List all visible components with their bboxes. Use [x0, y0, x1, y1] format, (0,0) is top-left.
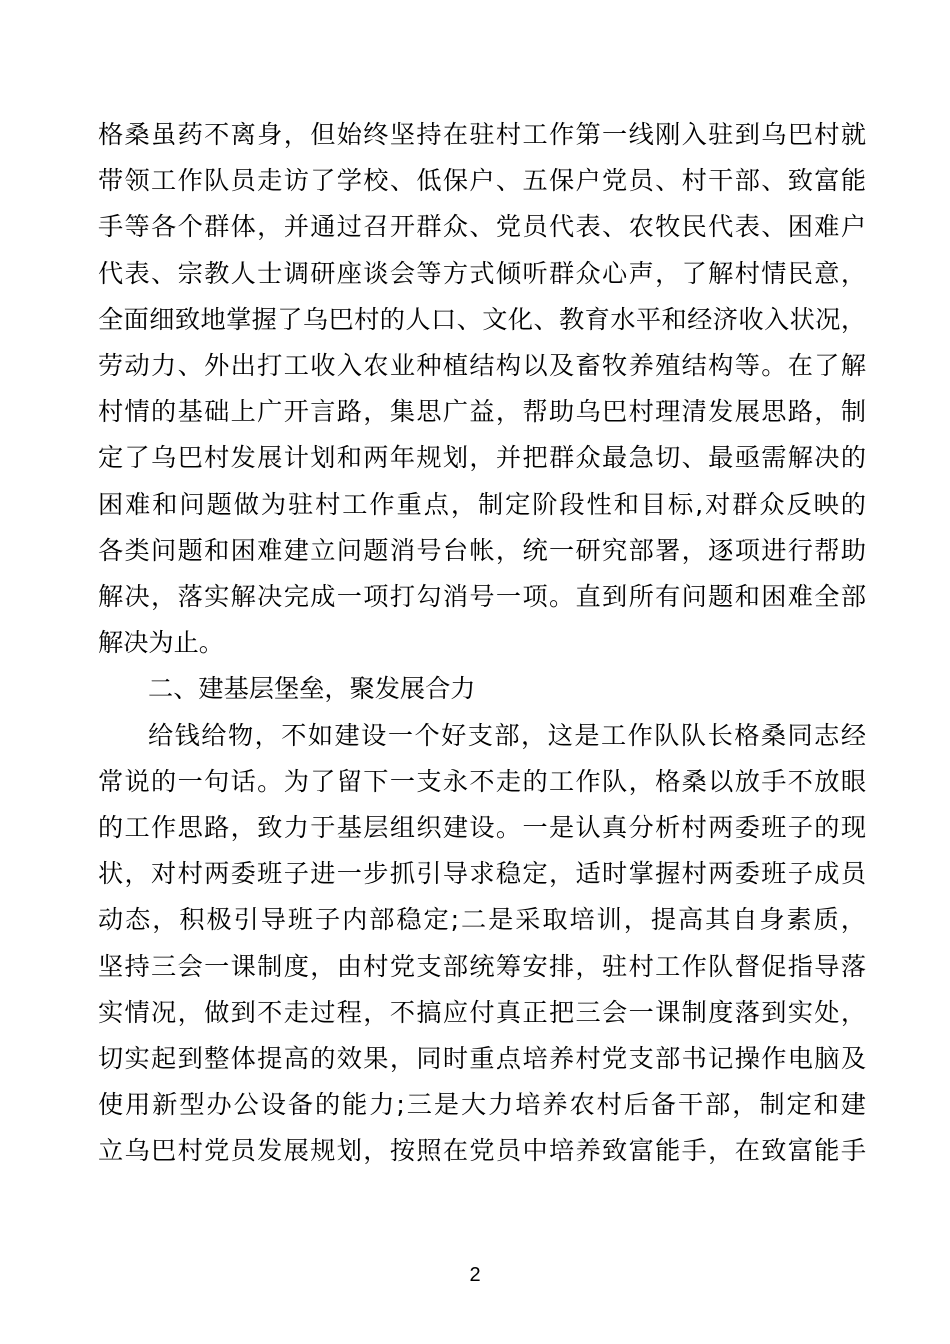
- text-line: 切实起到整体提高的效果，同时重点培养村党支部书记操作电脑及: [98, 1044, 866, 1074]
- page-number: 2: [469, 1264, 481, 1286]
- text-line: 困难和问题做为驻村工作重点，制定阶段性和目标,对群众反映的: [98, 489, 866, 519]
- text-line: 的工作思路，致力于基层组织建设。一是认真分析村两委班子的现: [98, 813, 866, 843]
- text-line: 各类问题和困难建立问题消号台帐，统一研究部署，逐项进行帮助: [98, 535, 866, 565]
- text-line: 全面细致地掌握了乌巴村的人口、文化、教育水平和经济收入状况，: [98, 304, 866, 334]
- text-line: 实情况，做到不走过程，不搞应付真正把三会一课制度落到实处，: [98, 997, 866, 1027]
- text-line: 代表、宗教人士调研座谈会等方式倾听群众心声，了解村情民意，: [98, 258, 866, 288]
- text-line: 带领工作队员走访了学校、低保户、五保户党员、村干部、致富能: [98, 166, 866, 196]
- text-line: 手等各个群体，并通过召开群众、党员代表、农牧民代表、困难户: [98, 212, 866, 242]
- section-heading: 二、建基层堡垒，聚发展合力: [148, 674, 476, 704]
- text-line: 状，对村两委班子进一步抓引导求稳定，适时掌握村两委班子成员: [98, 859, 866, 889]
- text-line: 解决为止。: [98, 628, 224, 658]
- text-line: 立乌巴村党员发展规划，按照在党员中培养致富能手，在致富能手: [98, 1136, 866, 1166]
- document-body: [98, 112, 866, 1175]
- text-line: 动态，积极引导班子内部稳定;二是采取培训，提高其自身素质，: [98, 905, 866, 935]
- text-line: 格桑虽药不离身，但始终坚持在驻村工作第一线刚入驻到乌巴村就: [98, 120, 866, 149]
- text-line: 定了乌巴村发展计划和两年规划，并把群众最急切、最亟需解决的: [98, 443, 866, 473]
- text-line: 村情的基础上广开言路，集思广益，帮助乌巴村理清发展思路，制: [98, 397, 866, 427]
- text-line: 常说的一句话。为了留下一支永不走的工作队，格桑以放手不放眼: [98, 766, 866, 796]
- text-line: 给钱给物，不如建设一个好支部，这是工作队队长格桑同志经: [148, 720, 866, 750]
- text-line: 劳动力、外出打工收入农业种植结构以及畜牧养殖结构等。在了解: [98, 351, 866, 381]
- text-line: 解决，落实解决完成一项打勾消号一项。直到所有问题和困难全部: [98, 582, 866, 612]
- text-line: 坚持三会一课制度，由村党支部统筹安排，驻村工作队督促指导落: [98, 951, 866, 981]
- text-line: 使用新型办公设备的能力;三是大力培养农村后备干部，制定和建: [98, 1090, 866, 1120]
